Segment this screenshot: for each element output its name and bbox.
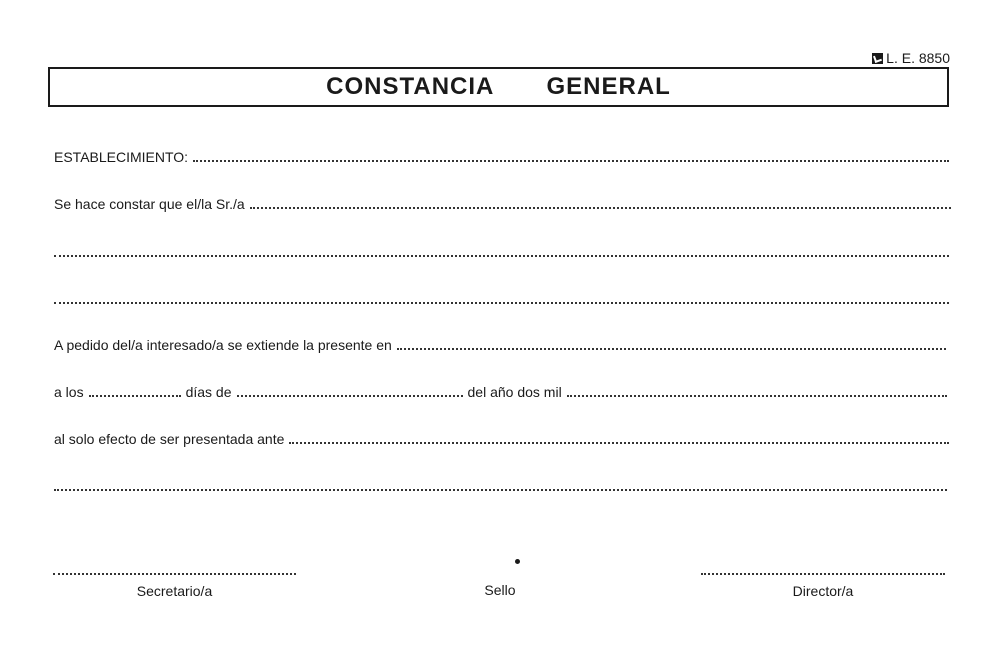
hace-constar-row (54, 192, 951, 212)
anio-field[interactable] (567, 395, 947, 397)
blank-row-1 (54, 240, 949, 260)
blank-row-3 (54, 474, 947, 494)
secretario-signature-line[interactable] (53, 573, 296, 575)
dia-field[interactable] (89, 395, 181, 397)
nombre-continuation-field-1[interactable] (54, 255, 949, 257)
pedido-label: A pedido del/a interesado/a se extiende la presente en (54, 337, 392, 353)
mes-field[interactable] (237, 395, 463, 397)
blank-row-2 (54, 287, 949, 307)
a-los-label: a los (54, 384, 84, 400)
title-box (48, 67, 949, 107)
director-signature-line[interactable] (701, 573, 945, 575)
nombre-field[interactable] (250, 207, 951, 209)
form-code (872, 50, 950, 66)
establecimiento-row (54, 145, 949, 165)
fecha-row (54, 380, 947, 400)
dias-de-label: días de (185, 384, 232, 400)
pedido-row (54, 333, 946, 353)
sello-dot (515, 559, 520, 564)
destino-field[interactable] (289, 442, 949, 444)
checkbox-mark-icon (872, 53, 883, 64)
director-label: Director/a (792, 583, 854, 599)
efecto-row (54, 427, 949, 447)
nombre-continuation-field-2[interactable] (54, 302, 949, 304)
form-code-text: L. E. 8850 (886, 50, 950, 66)
del-anio-label: del año dos mil (467, 384, 562, 400)
director-signature (701, 573, 945, 599)
secretario-label: Secretario/a (136, 583, 213, 599)
sello-area (450, 582, 550, 598)
sello-label: Sello (484, 582, 516, 598)
secretario-signature (53, 573, 296, 599)
lugar-field[interactable] (397, 348, 946, 350)
hace-constar-label: Se hace constar que el/la Sr./a (54, 196, 245, 212)
page-title: CONSTANCIA GENERAL (326, 73, 671, 100)
destino-continuation-field[interactable] (54, 489, 947, 491)
establecimiento-label: ESTABLECIMIENTO: (54, 149, 189, 165)
establecimiento-field[interactable] (193, 160, 949, 162)
efecto-label: al solo efecto de ser presentada ante (54, 431, 285, 447)
